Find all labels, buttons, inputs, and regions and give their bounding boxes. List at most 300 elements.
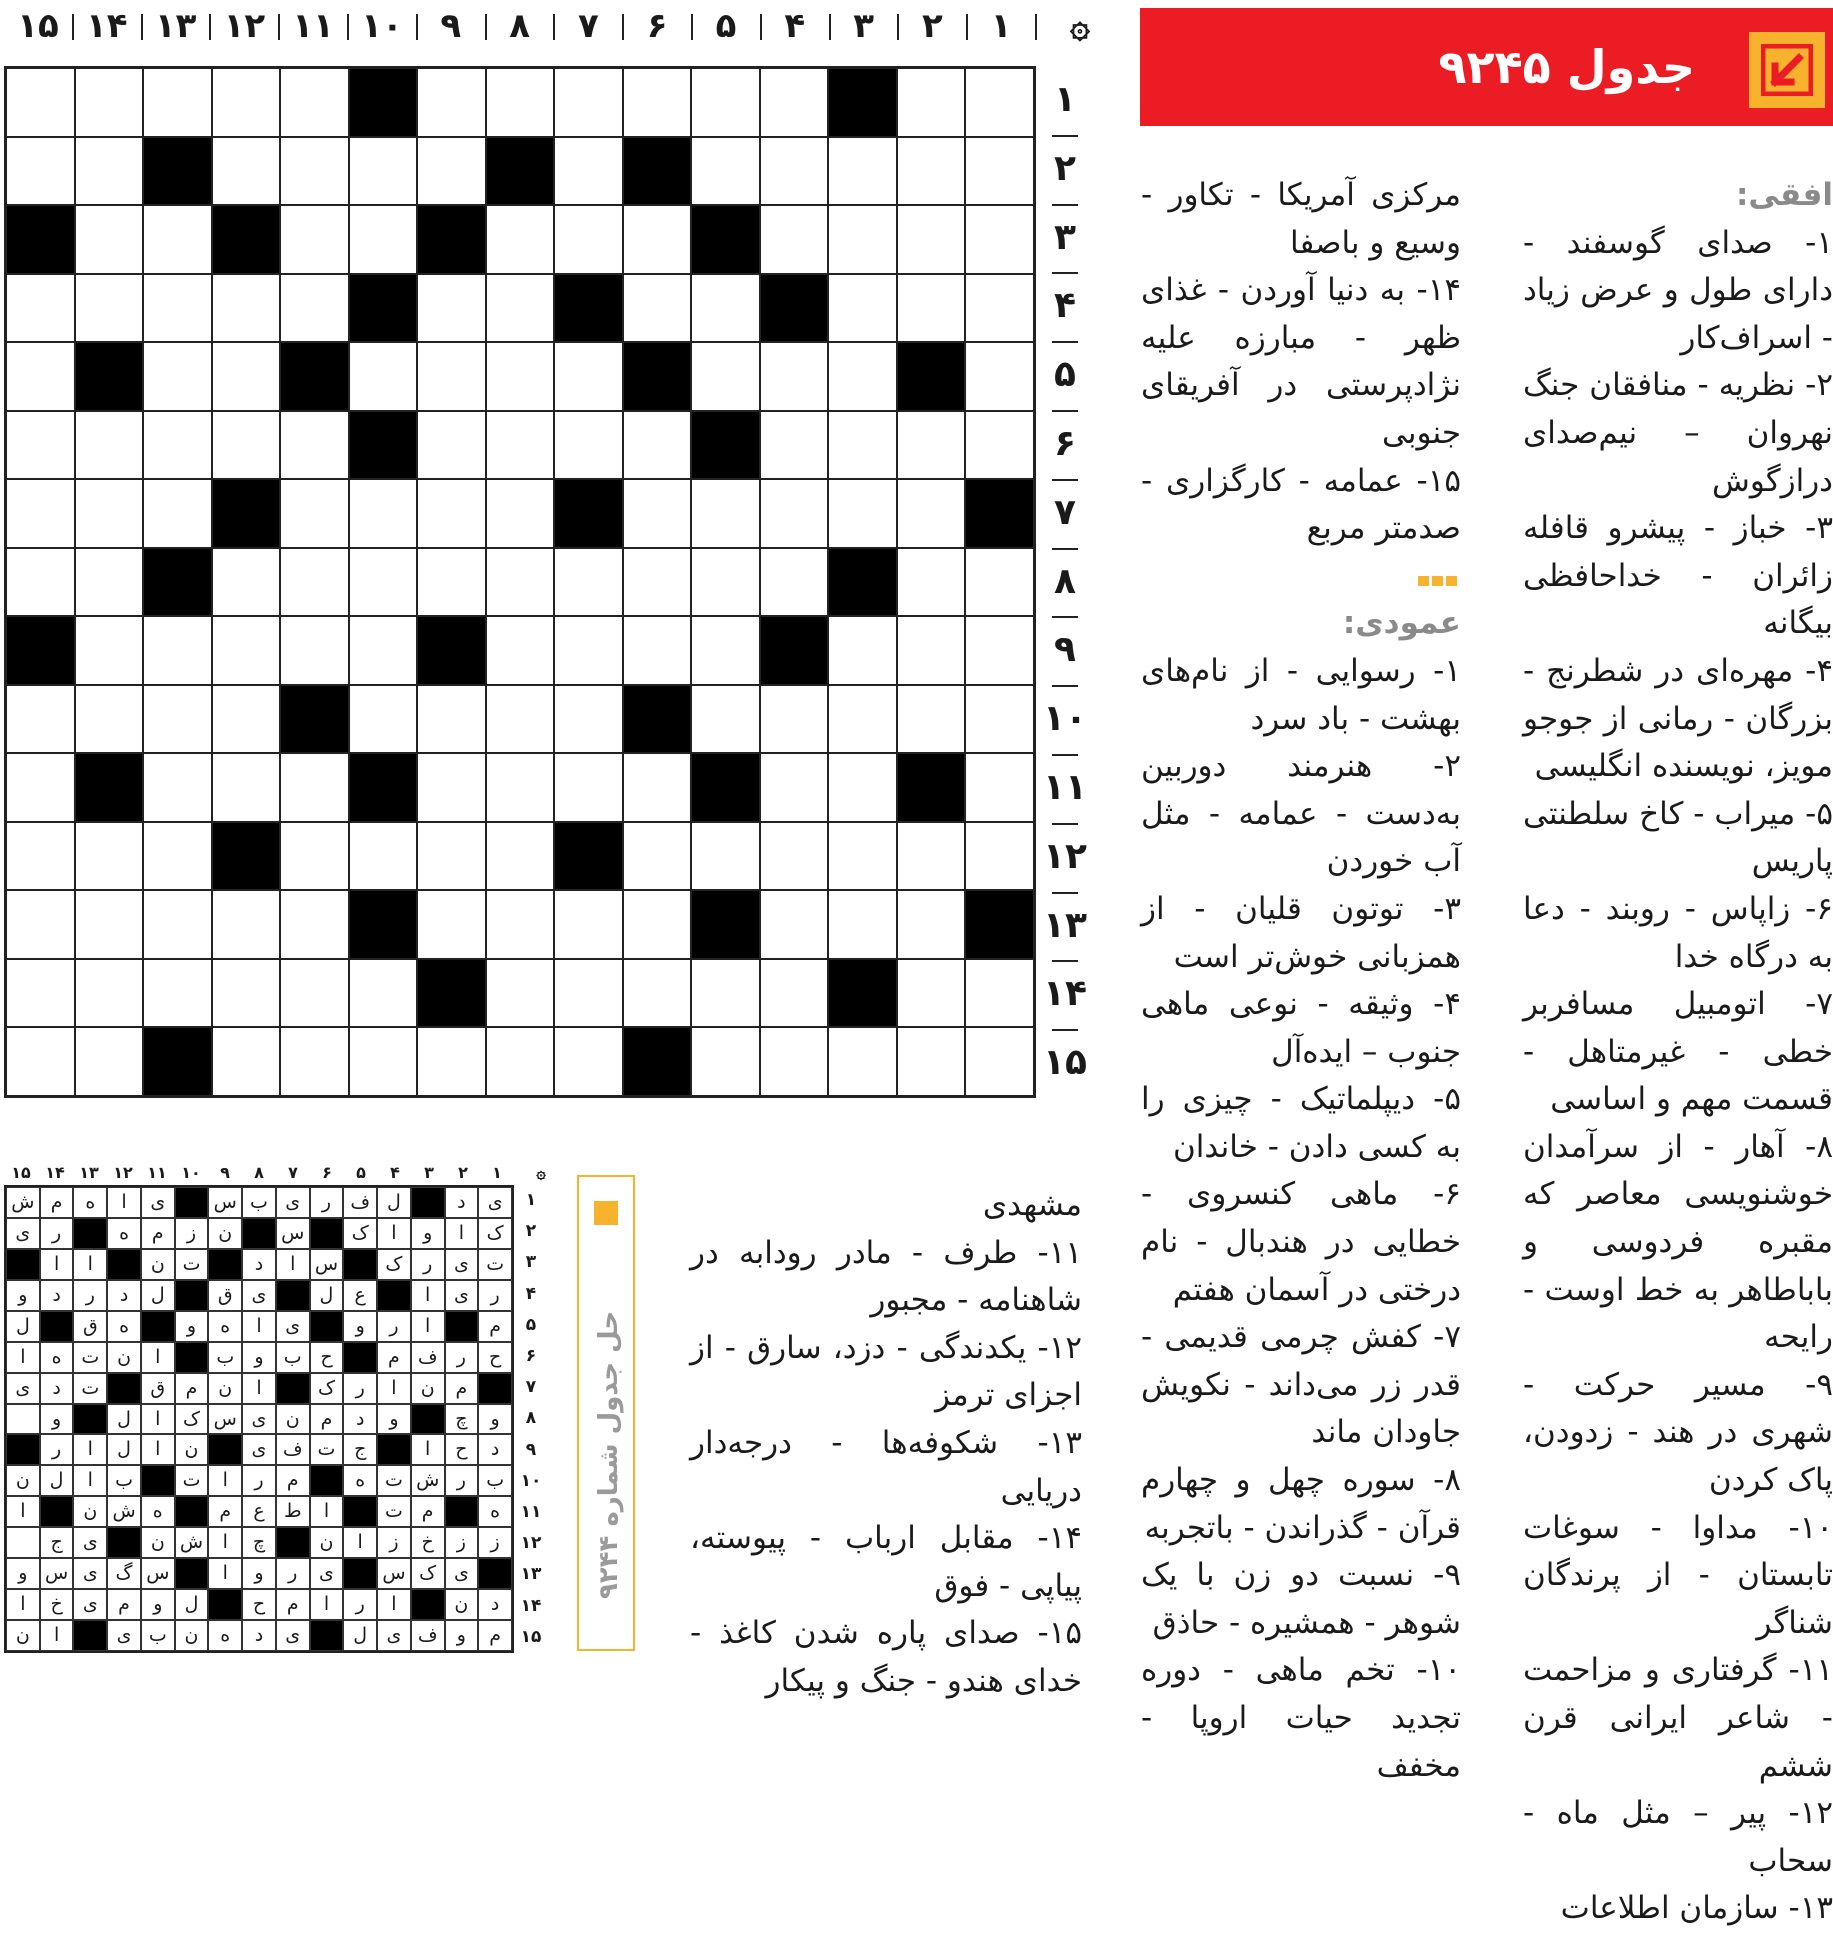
blank-cell[interactable] [554, 890, 623, 959]
blank-cell[interactable] [417, 342, 486, 411]
column-separator [72, 14, 74, 40]
blank-cell[interactable] [6, 68, 75, 137]
blank-cell[interactable] [143, 822, 212, 891]
blank-cell[interactable] [6, 342, 75, 411]
blank-cell[interactable] [554, 685, 623, 754]
blank-cell[interactable] [143, 616, 212, 685]
blank-cell[interactable] [965, 753, 1034, 822]
solution-cell: د [343, 1404, 377, 1435]
black-cell [828, 959, 897, 1028]
blank-cell[interactable] [760, 1027, 829, 1096]
blank-cell[interactable] [417, 68, 486, 137]
blank-cell[interactable] [691, 685, 760, 754]
blank-cell[interactable] [897, 1027, 966, 1096]
solution-cell: س [40, 1558, 74, 1589]
blank-cell[interactable] [212, 68, 281, 137]
blank-cell[interactable] [212, 411, 281, 480]
solution-black-cell [175, 1496, 209, 1527]
blank-cell[interactable] [691, 548, 760, 617]
solution-column-number: ۱۵ [11, 1163, 31, 1182]
blank-cell[interactable] [623, 822, 692, 891]
black-cell [691, 205, 760, 274]
blank-cell[interactable] [75, 68, 144, 137]
black-cell [280, 685, 349, 754]
solution-column-number: ۱ [492, 1163, 502, 1182]
blank-cell[interactable] [349, 479, 418, 548]
blank-cell[interactable] [760, 753, 829, 822]
blank-cell[interactable] [486, 685, 555, 754]
solution-cell: ی [276, 1620, 310, 1651]
blank-cell[interactable] [691, 959, 760, 1028]
blank-cell[interactable] [349, 342, 418, 411]
blank-cell[interactable] [349, 685, 418, 754]
solution-cell: ب [276, 1342, 310, 1373]
blank-cell[interactable] [554, 753, 623, 822]
solution-cell: ر [343, 1373, 377, 1404]
solution-cell: ل [141, 1280, 175, 1311]
solution-cell: ی [6, 1373, 40, 1404]
blank-cell[interactable] [691, 342, 760, 411]
black-cell [349, 411, 418, 480]
solution-cell: م [478, 1311, 512, 1342]
blank-cell[interactable] [760, 548, 829, 617]
blank-cell[interactable] [143, 753, 212, 822]
solution-row-number: ۱۲ [520, 1533, 542, 1554]
blank-cell[interactable] [760, 822, 829, 891]
column-separator [622, 14, 624, 40]
blank-cell[interactable] [280, 68, 349, 137]
solution-column-number: ۸ [254, 1163, 264, 1182]
blank-cell[interactable] [623, 548, 692, 617]
blank-cell[interactable] [349, 616, 418, 685]
blank-cell[interactable] [486, 479, 555, 548]
black-cell [143, 548, 212, 617]
blank-cell[interactable] [280, 205, 349, 274]
blank-cell[interactable] [965, 137, 1034, 206]
blank-cell[interactable] [760, 205, 829, 274]
blank-cell[interactable] [143, 342, 212, 411]
clue-text: مرکزی آمریکا - تکاور - وسیع و باصفا [1141, 177, 1461, 261]
blank-cell[interactable] [897, 959, 966, 1028]
solution-row-number: ۱۱ [520, 1502, 542, 1522]
blank-cell[interactable] [6, 479, 75, 548]
solution-black-cell [343, 1342, 377, 1373]
solution-cell: د [242, 1620, 276, 1651]
blank-cell[interactable] [417, 822, 486, 891]
blank-cell[interactable] [554, 205, 623, 274]
blank-cell[interactable] [623, 959, 692, 1028]
solution-cell: ا [377, 1218, 411, 1249]
blank-cell[interactable] [280, 137, 349, 206]
blank-cell[interactable] [691, 274, 760, 343]
solution-cell: ر [411, 1249, 445, 1280]
blank-cell[interactable] [349, 959, 418, 1028]
blank-cell[interactable] [486, 548, 555, 617]
solution-cell: ه [478, 1496, 512, 1527]
blank-cell[interactable] [143, 959, 212, 1028]
solution-cell: ر [40, 1218, 74, 1249]
blank-cell[interactable] [486, 1027, 555, 1096]
solution-black-cell [175, 1342, 209, 1373]
solution-cell: و [411, 1218, 445, 1249]
row-separator [1052, 685, 1078, 687]
solution-cell: ه [73, 1187, 107, 1218]
row-number: ۱۳ [1043, 904, 1087, 946]
blank-cell[interactable] [75, 548, 144, 617]
blank-cell[interactable] [6, 822, 75, 891]
blank-cell[interactable] [897, 890, 966, 959]
blank-cell[interactable] [6, 1027, 75, 1096]
blank-cell[interactable] [691, 822, 760, 891]
blank-cell[interactable] [212, 274, 281, 343]
blank-cell[interactable] [212, 137, 281, 206]
blank-cell[interactable] [486, 753, 555, 822]
solution-black-cell [411, 1187, 445, 1218]
blank-cell[interactable] [6, 890, 75, 959]
blank-cell[interactable] [75, 411, 144, 480]
blank-cell[interactable] [623, 616, 692, 685]
blank-cell[interactable] [143, 205, 212, 274]
solution-cell: د [40, 1280, 74, 1311]
solution-column-number: ۱۱ [147, 1163, 167, 1182]
blank-cell[interactable] [212, 342, 281, 411]
column-separator [1035, 14, 1037, 40]
blank-cell[interactable] [212, 685, 281, 754]
solution-row-number: ۱۵ [520, 1626, 542, 1647]
blank-cell[interactable] [143, 411, 212, 480]
blank-cell[interactable] [691, 68, 760, 137]
blank-cell[interactable] [6, 959, 75, 1028]
blank-cell[interactable] [828, 822, 897, 891]
clue-text: ۵- دیپلماتیک - چیزی را به کسی دادن - خاندان [1141, 1081, 1461, 1165]
row-number: ۴ [1054, 285, 1076, 327]
blank-cell[interactable] [486, 959, 555, 1028]
blank-cell[interactable] [897, 411, 966, 480]
solution-cell: و [141, 1589, 175, 1620]
solution-label-box [577, 1175, 635, 1651]
solution-cell: د [242, 1249, 276, 1280]
blank-cell[interactable] [75, 822, 144, 891]
blank-cell[interactable] [75, 959, 144, 1028]
column-number: ۴ [784, 6, 806, 46]
blank-cell[interactable] [486, 68, 555, 137]
solution-cell: ن [6, 1620, 40, 1651]
row-separator [1052, 272, 1078, 274]
solution-cell: ا [411, 1311, 445, 1342]
blank-cell[interactable] [143, 890, 212, 959]
blank-cell[interactable] [828, 753, 897, 822]
solution-row-number: ۸ [525, 1408, 537, 1429]
blank-cell[interactable] [75, 616, 144, 685]
column-number: ۱۵ [17, 6, 59, 46]
blank-cell[interactable] [143, 479, 212, 548]
blank-cell[interactable] [349, 137, 418, 206]
solution-black-cell [377, 1280, 411, 1311]
blank-cell[interactable] [828, 479, 897, 548]
row-separator [1052, 892, 1078, 894]
blank-cell[interactable] [280, 1027, 349, 1096]
solution-black-cell [343, 1249, 377, 1280]
blank-cell[interactable] [554, 548, 623, 617]
solution-cell: ح [445, 1434, 479, 1465]
blank-cell[interactable] [212, 959, 281, 1028]
clues-heading: افقی: [1736, 177, 1833, 213]
black-cell [828, 548, 897, 617]
blank-cell[interactable] [965, 205, 1034, 274]
blank-cell[interactable] [623, 890, 692, 959]
solution-cell: ا [6, 1496, 40, 1527]
blank-cell[interactable] [965, 1027, 1034, 1096]
solution-cell: ی [242, 1404, 276, 1435]
blank-cell[interactable] [280, 753, 349, 822]
blank-cell[interactable] [897, 822, 966, 891]
blank-cell[interactable] [75, 137, 144, 206]
blank-cell[interactable] [691, 137, 760, 206]
black-cell [280, 342, 349, 411]
solution-cell: م [310, 1404, 344, 1435]
blank-cell[interactable] [828, 616, 897, 685]
blank-cell[interactable] [965, 822, 1034, 891]
blank-cell[interactable] [349, 205, 418, 274]
blank-cell[interactable] [6, 753, 75, 822]
clue-text: ۹- نسبت دو زن با یک شوهر - همشیره - حاذق [1141, 1557, 1461, 1641]
solution-corner-symbol: ۞ [536, 1163, 546, 1182]
solution-cell: ح [478, 1342, 512, 1373]
solution-column-number: ۶ [322, 1163, 332, 1182]
blank-cell[interactable] [143, 274, 212, 343]
blank-cell[interactable] [897, 616, 966, 685]
blank-cell[interactable] [691, 1027, 760, 1096]
blank-cell[interactable] [897, 137, 966, 206]
solution-black-cell [276, 1280, 310, 1311]
solution-cell: چ [242, 1527, 276, 1558]
blank-cell[interactable] [760, 959, 829, 1028]
blank-cell[interactable] [623, 274, 692, 343]
solution-cell: و [175, 1311, 209, 1342]
blank-cell[interactable] [554, 616, 623, 685]
blank-cell[interactable] [417, 890, 486, 959]
blank-cell[interactable] [828, 890, 897, 959]
blank-cell[interactable] [554, 137, 623, 206]
blank-cell[interactable] [691, 616, 760, 685]
solution-black-cell [411, 1404, 445, 1435]
blank-cell[interactable] [212, 753, 281, 822]
solution-row-number: ۳ [525, 1252, 537, 1273]
blank-cell[interactable] [554, 959, 623, 1028]
row-separator [1052, 1029, 1078, 1031]
blank-cell[interactable] [6, 411, 75, 480]
blank-cell[interactable] [623, 753, 692, 822]
solution-cell: ه [208, 1311, 242, 1342]
blank-cell[interactable] [828, 1027, 897, 1096]
blank-cell[interactable] [965, 548, 1034, 617]
solution-cell: ی [73, 1527, 107, 1558]
blank-cell[interactable] [280, 890, 349, 959]
blank-cell[interactable] [623, 411, 692, 480]
corner-symbol: ۞ [1070, 6, 1090, 46]
blank-cell[interactable] [417, 685, 486, 754]
blank-cell[interactable] [965, 68, 1034, 137]
blank-cell[interactable] [6, 137, 75, 206]
blank-cell[interactable] [623, 205, 692, 274]
blank-cell[interactable] [280, 822, 349, 891]
blank-cell[interactable] [897, 68, 966, 137]
column-separator [966, 14, 968, 40]
solution-grid [4, 1185, 514, 1653]
blank-cell[interactable] [143, 68, 212, 137]
blank-cell[interactable] [965, 274, 1034, 343]
row-separator [1052, 823, 1078, 825]
blank-cell[interactable] [486, 411, 555, 480]
blank-cell[interactable] [486, 890, 555, 959]
blank-cell[interactable] [828, 205, 897, 274]
blank-cell[interactable] [75, 890, 144, 959]
blank-cell[interactable] [75, 685, 144, 754]
blank-cell[interactable] [554, 411, 623, 480]
blank-cell[interactable] [417, 1027, 486, 1096]
solution-column-number: ۷ [288, 1163, 298, 1182]
solution-cell: ر [310, 1187, 344, 1218]
column-separator [691, 14, 693, 40]
solution-black-cell [445, 1496, 479, 1527]
solution-cell: ا [141, 1434, 175, 1465]
blank-cell[interactable] [349, 822, 418, 891]
blank-cell[interactable] [417, 274, 486, 343]
blank-cell[interactable] [280, 411, 349, 480]
blank-cell[interactable] [554, 68, 623, 137]
blank-cell[interactable] [417, 137, 486, 206]
solution-cell: ج [40, 1527, 74, 1558]
blank-cell[interactable] [554, 1027, 623, 1096]
solution-cell: ت [73, 1373, 107, 1404]
blank-cell[interactable] [623, 68, 692, 137]
blank-cell[interactable] [623, 479, 692, 548]
blank-cell[interactable] [280, 274, 349, 343]
black-cell [691, 890, 760, 959]
blank-cell[interactable] [760, 479, 829, 548]
blank-cell[interactable] [349, 548, 418, 617]
blank-cell[interactable] [965, 685, 1034, 754]
solution-black-cell [141, 1465, 175, 1496]
solution-cell: ل [107, 1404, 141, 1435]
blank-cell[interactable] [6, 685, 75, 754]
solution-column-number: ۱۰ [181, 1163, 201, 1182]
blank-cell[interactable] [280, 548, 349, 617]
clue-text: ۵- میراب - کاخ سلطنتی پاریس [1523, 795, 1833, 880]
blank-cell[interactable] [828, 274, 897, 343]
blank-cell[interactable] [828, 342, 897, 411]
solution-cell: ه [107, 1311, 141, 1342]
solution-row-number: ۹ [525, 1439, 537, 1460]
blank-cell[interactable] [828, 685, 897, 754]
solution-cell: ت [377, 1496, 411, 1527]
blank-cell[interactable] [75, 479, 144, 548]
solution-cell: ب [107, 1465, 141, 1496]
solution-cell: م [175, 1373, 209, 1404]
blank-cell[interactable] [486, 274, 555, 343]
blank-cell[interactable] [212, 890, 281, 959]
solution-cell: م [411, 1496, 445, 1527]
solution-row-number: ۶ [525, 1346, 537, 1366]
blank-cell[interactable] [828, 137, 897, 206]
solution-cell: ن [141, 1527, 175, 1558]
solution-cell: ر [445, 1342, 479, 1373]
blank-cell[interactable] [6, 274, 75, 343]
blank-cell[interactable] [760, 685, 829, 754]
solution-cell: ی [276, 1187, 310, 1218]
blank-cell[interactable] [280, 616, 349, 685]
blank-cell[interactable] [75, 205, 144, 274]
blank-cell[interactable] [965, 959, 1034, 1028]
blank-cell[interactable] [760, 137, 829, 206]
solution-cell: ک [343, 1218, 377, 1249]
puzzle-title: جدول ۹۲۴۵ [1438, 40, 1695, 94]
blank-cell[interactable] [417, 411, 486, 480]
blank-cell[interactable] [897, 274, 966, 343]
blank-cell[interactable] [760, 411, 829, 480]
blank-cell[interactable] [760, 68, 829, 137]
blank-cell[interactable] [897, 685, 966, 754]
solution-black-cell [175, 1280, 209, 1311]
blank-cell[interactable] [486, 822, 555, 891]
blank-cell[interactable] [75, 1027, 144, 1096]
blank-cell[interactable] [760, 890, 829, 959]
solution-cell: ن [310, 1527, 344, 1558]
blank-cell[interactable] [349, 1027, 418, 1096]
blank-cell[interactable] [6, 548, 75, 617]
column-number: ۳ [853, 6, 874, 46]
blank-cell[interactable] [965, 616, 1034, 685]
blank-cell[interactable] [280, 959, 349, 1028]
blank-cell[interactable] [691, 479, 760, 548]
solution-cell: ا [73, 1249, 107, 1280]
blank-cell[interactable] [965, 342, 1034, 411]
solution-cell: س [310, 1249, 344, 1280]
solution-black-cell [73, 1620, 107, 1651]
solution-cell: ر [40, 1434, 74, 1465]
black-cell [897, 753, 966, 822]
solution-cell: ت [478, 1249, 512, 1280]
solution-cell: س [141, 1558, 175, 1589]
solution-cell: ر [478, 1280, 512, 1311]
blank-cell[interactable] [828, 411, 897, 480]
solution-cell: گ [107, 1558, 141, 1589]
blank-cell[interactable] [417, 548, 486, 617]
blank-cell[interactable] [760, 342, 829, 411]
solution-cell: د [478, 1434, 512, 1465]
blank-cell[interactable] [965, 411, 1034, 480]
blank-cell[interactable] [486, 616, 555, 685]
blank-cell[interactable] [897, 205, 966, 274]
blank-cell[interactable] [212, 548, 281, 617]
blank-cell[interactable] [897, 479, 966, 548]
blank-cell[interactable] [417, 479, 486, 548]
blank-cell[interactable] [212, 616, 281, 685]
blank-cell[interactable] [212, 1027, 281, 1096]
solution-black-cell [310, 1218, 344, 1249]
solution-cell: ا [208, 1558, 242, 1589]
blank-cell[interactable] [897, 548, 966, 617]
blank-cell[interactable] [554, 342, 623, 411]
blank-cell[interactable] [143, 685, 212, 754]
blank-cell[interactable] [486, 342, 555, 411]
row-number: ۱۴ [1043, 973, 1087, 1015]
clue-text: ۱۱- گرفتاری و مزاحمت - شاعر ایرانی قرن ششم [1523, 1652, 1833, 1784]
blank-cell[interactable] [75, 274, 144, 343]
blank-cell[interactable] [417, 753, 486, 822]
blank-cell[interactable] [280, 479, 349, 548]
blank-cell[interactable] [486, 205, 555, 274]
